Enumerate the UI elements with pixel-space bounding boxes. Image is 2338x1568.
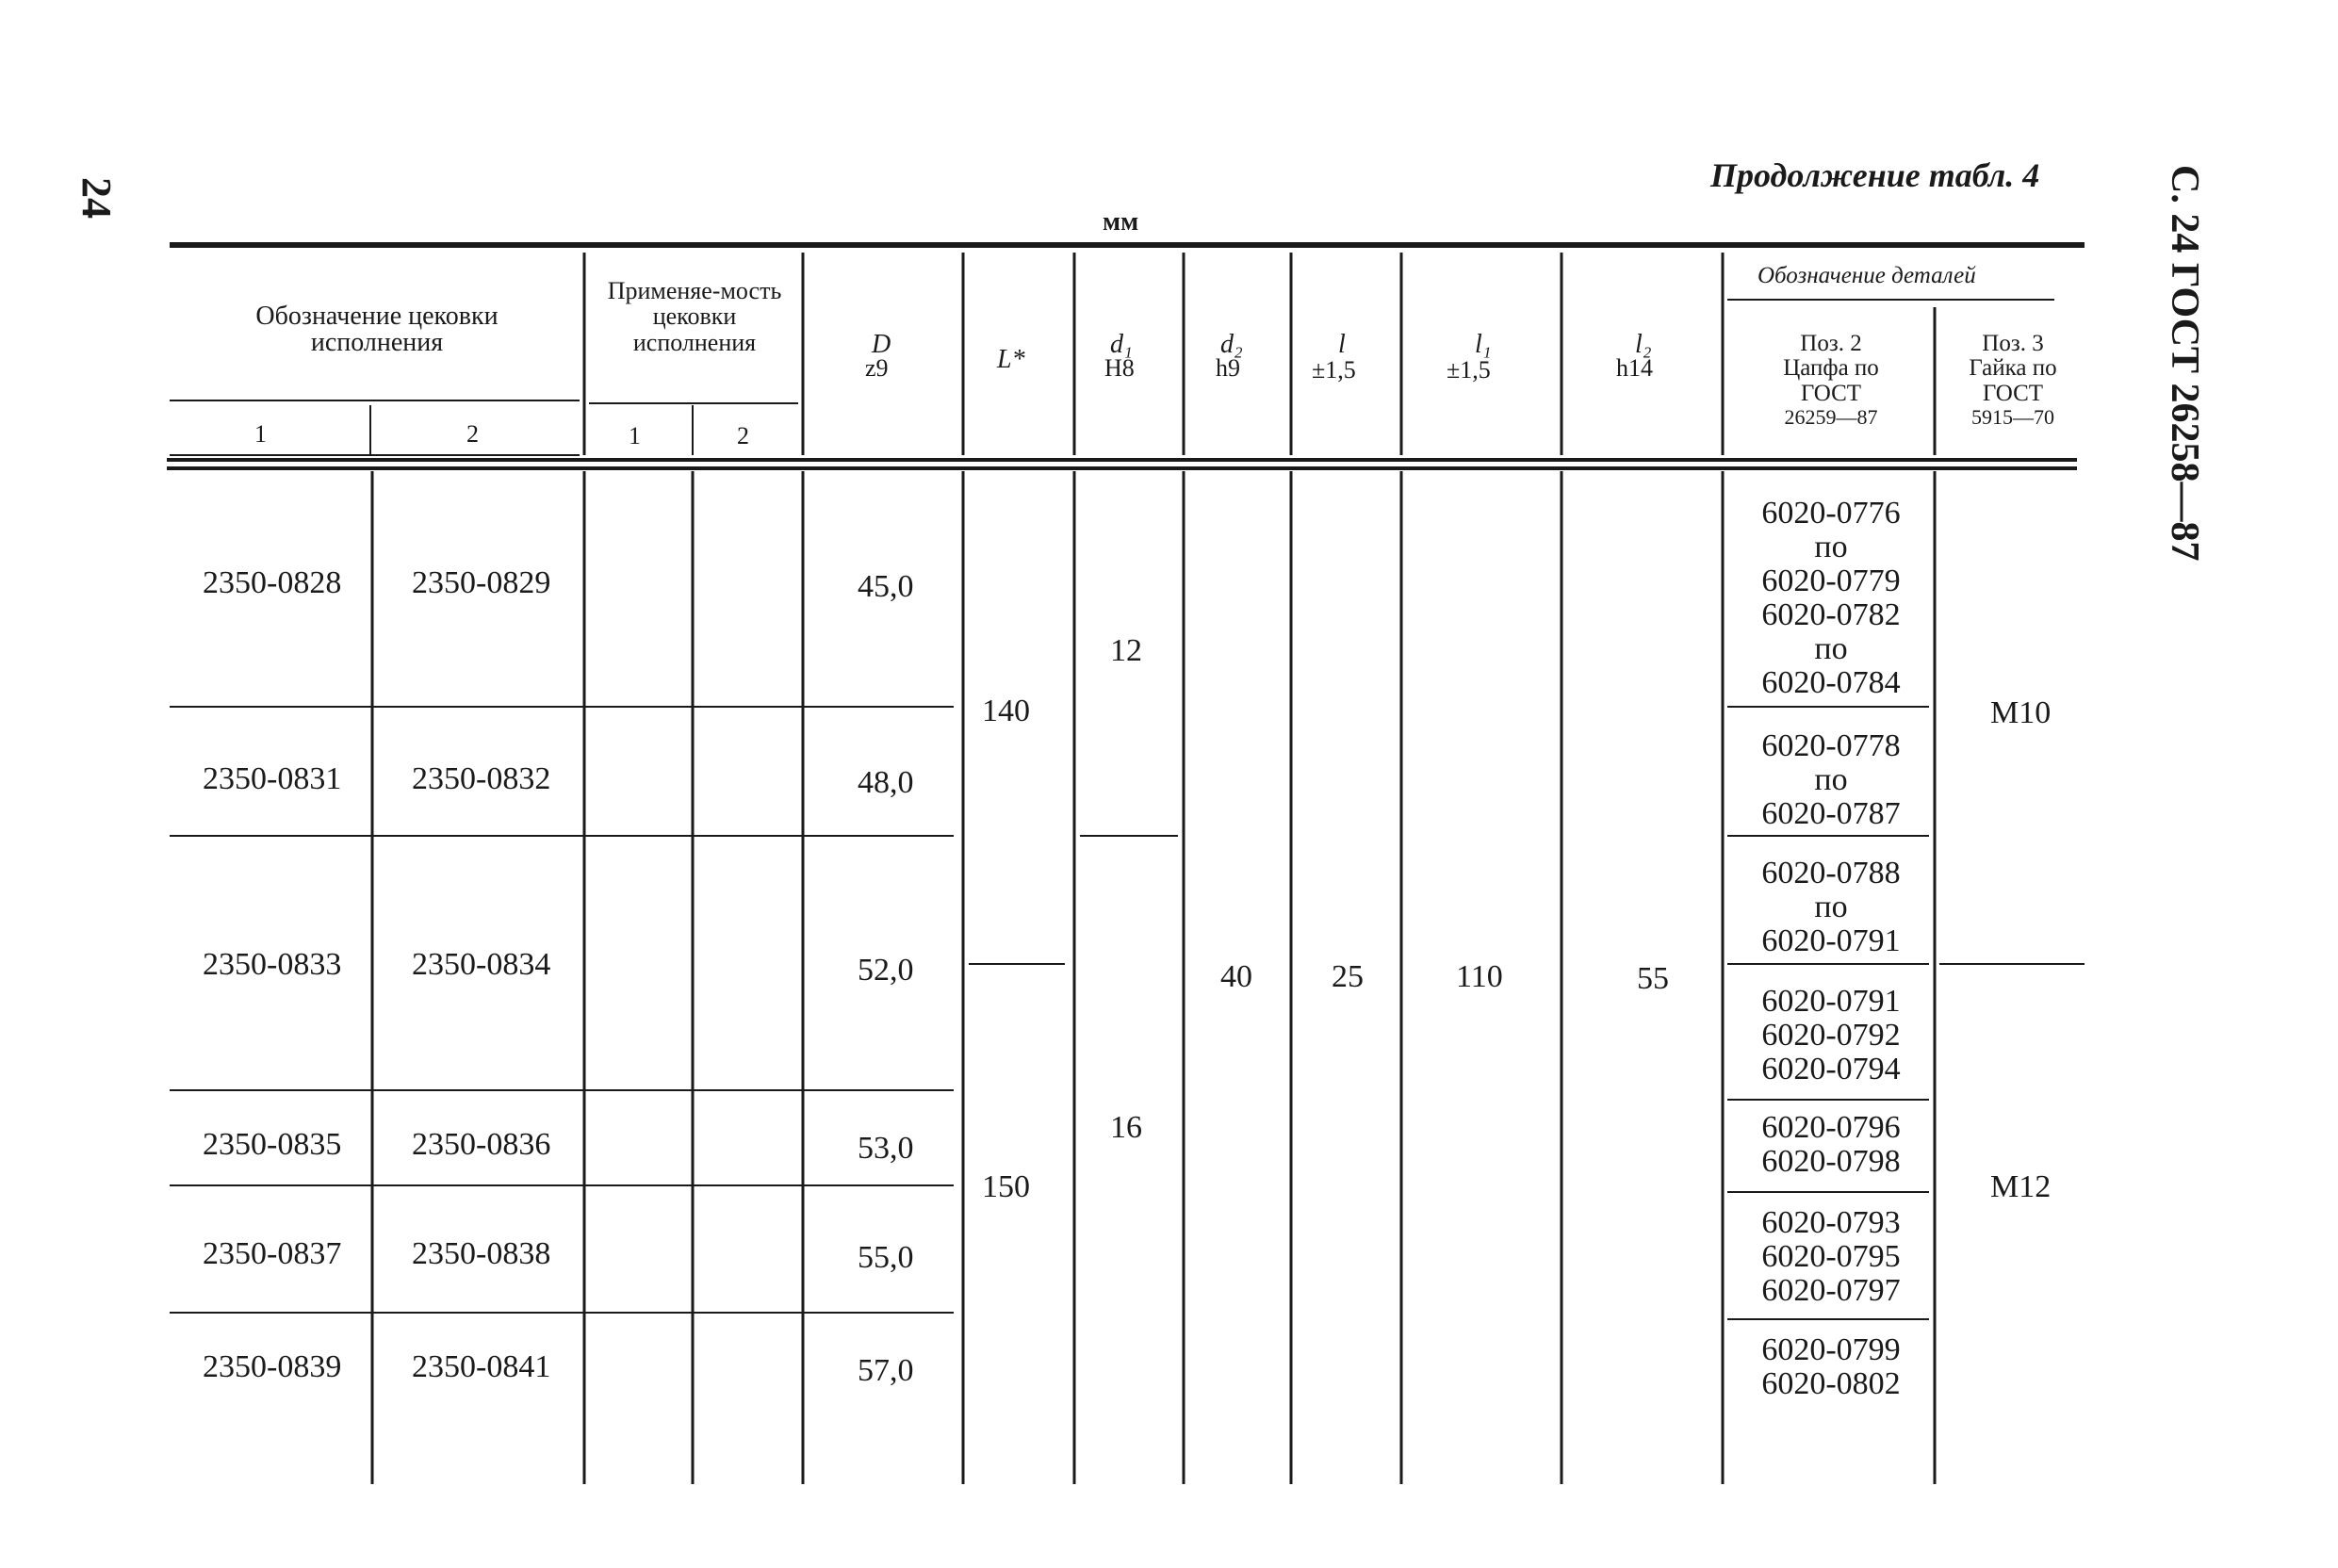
header-d1-tol: H8 [1104,354,1135,382]
row-4-v2: 2350-0836 [412,1127,551,1162]
parts-cell [1727,857,1935,958]
unit-label: мм [1103,207,1139,237]
header-pos3-line: ГОСТ [1982,380,2044,406]
header-applicability: Применяе-мость цековки исполнения [607,277,782,356]
parts-item: 6020-0791 [1761,923,1901,958]
L-150: 150 [982,1169,1030,1204]
L-140: 140 [982,694,1030,728]
parts-item: 6020-0794 [1761,1052,1901,1086]
parts-item: по [1814,762,1848,797]
nut-m12: M12 [1990,1169,2052,1204]
parts-item: 6020-0791 [1761,984,1901,1019]
parts-item: 6020-0795 [1761,1239,1901,1274]
header-d2: d₂ [1220,330,1243,359]
d2-value: 40 [1220,959,1252,994]
header-pos2 [1727,332,1935,428]
parts-cell [1727,1333,1935,1401]
table-caption: Продолжение табл. 4 [1710,156,2040,194]
parts-item: 6020-0776 [1761,496,1901,531]
parts-item: 6020-0802 [1761,1366,1901,1401]
d1-16: 16 [1110,1110,1142,1145]
parts-cell [1727,985,1935,1086]
row-5-D: 55,0 [858,1240,914,1275]
parts-item: по [1814,530,1848,564]
row-1-v2: 2350-0829 [412,565,551,600]
header-applicability-sub-2: 2 [737,422,749,449]
parts-item: 6020-0787 [1761,796,1901,831]
parts-item: 6020-0792 [1761,1018,1901,1053]
parts-item: 6020-0799 [1761,1332,1901,1367]
header-pos2-line: Поз. 2 [1800,331,1862,356]
row-2-D: 48,0 [858,765,914,800]
header-l-tol: ±1,5 [1312,356,1356,384]
parts-item: 6020-0778 [1761,728,1901,763]
header-l1: l₁ [1475,330,1492,359]
header-pos3-line: Поз. 3 [1982,331,2044,356]
header-l1-tol: ±1,5 [1447,356,1491,384]
parts-item: 6020-0779 [1761,564,1901,598]
running-header: С. 24 ГОСТ 26258—87 [2163,165,2206,562]
parts-item: 6020-0782 [1761,597,1901,632]
row-4-v1: 2350-0835 [203,1127,342,1162]
header-pos2-line: 26259—87 [1784,404,1878,429]
row-2-v1: 2350-0831 [203,761,342,796]
row-4-D: 53,0 [858,1131,914,1166]
l1-value: 110 [1456,959,1503,994]
header-pos2-line: ГОСТ [1800,380,1862,406]
header-designation: Обозначение цековки исполнения [255,302,499,357]
header-applicability-sub-1: 1 [629,422,641,449]
header-pos3 [1937,332,2088,428]
row-3-v2: 2350-0834 [412,947,551,982]
l-value: 25 [1332,959,1364,994]
parts-item: 6020-0798 [1761,1144,1901,1179]
header-designation-sub-1: 1 [254,420,267,448]
row-2-v2: 2350-0832 [412,761,551,796]
row-3-D: 52,0 [858,953,914,988]
header-l2: l₂ [1635,330,1652,359]
row-3-v1: 2350-0833 [203,947,342,982]
header-l2-tol: h14 [1616,354,1653,382]
parts-item: по [1814,890,1848,924]
header-D: D [872,330,891,359]
parts-cell [1727,729,1935,831]
header-d1: d₁ [1110,330,1133,359]
parts-item: 6020-0793 [1761,1205,1901,1240]
header-pos3-line: 5915—70 [1971,404,2054,429]
row-1-v1: 2350-0828 [203,565,342,600]
parts-item: 6020-0797 [1761,1273,1901,1308]
header-l: l [1338,330,1346,359]
parts-cell [1727,1206,1935,1308]
row-1-D: 45,0 [858,569,914,604]
parts-item: 6020-0796 [1761,1110,1901,1145]
parts-item: 6020-0784 [1761,665,1901,700]
parts-item: 6020-0788 [1761,856,1901,890]
parts-item: по [1814,631,1848,666]
row-5-v1: 2350-0837 [203,1236,342,1271]
header-pos2-line: Цапфа по [1783,355,1879,382]
row-5-v2: 2350-0838 [412,1236,551,1271]
header-d2-tol: h9 [1216,354,1240,382]
row-6-v1: 2350-0839 [203,1349,342,1384]
row-6-D: 57,0 [858,1353,914,1388]
header-parts: Обозначение деталей [1758,263,1976,288]
parts-cell [1727,1111,1935,1179]
header-designation-sub-2: 2 [466,420,479,448]
nut-m10: M10 [1990,695,2052,730]
l2-value: 55 [1637,961,1669,996]
header-L: L* [997,345,1025,374]
parts-cell [1727,497,1935,700]
header-pos3-line: Гайка по [1969,355,2057,382]
row-6-v2: 2350-0841 [412,1349,551,1384]
header-D-tol: z9 [865,354,889,382]
page-number: 24 [74,177,120,219]
d1-12: 12 [1110,633,1142,668]
